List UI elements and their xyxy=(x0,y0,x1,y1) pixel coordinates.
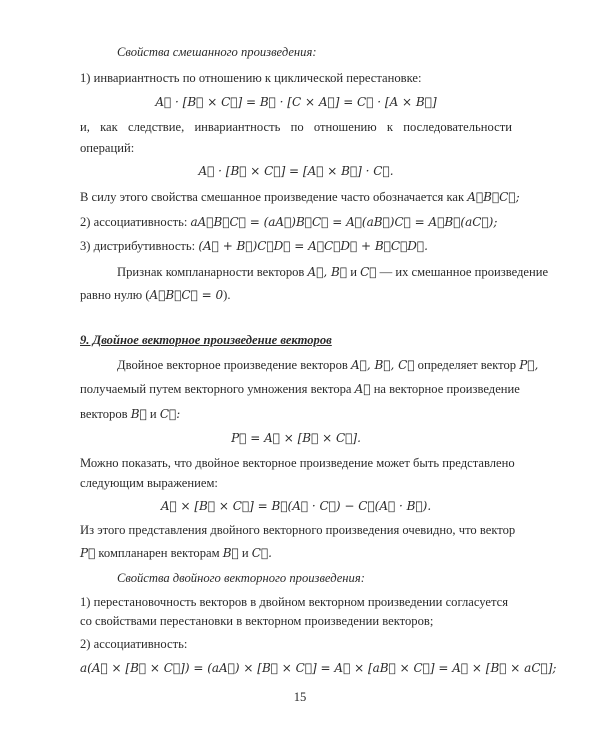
double-prop-1-line-2: со свойствами перестановки в векторном произведении векторов; xyxy=(80,614,434,628)
consequence-line-1: и, как следствие, инвариантность по отношению к последовательности xyxy=(80,120,512,134)
item2-formula: aA⃗B⃗C⃗ = (aA⃗)B⃗C⃗ = A⃗(aB⃗)C⃗ = A⃗B⃗(aC⃗); xyxy=(190,215,498,229)
def-line2-text: получаемый путем векторного умножения вектора xyxy=(80,382,355,396)
def-line3-text: векторов xyxy=(80,407,131,421)
mixed-props-title: Свойства смешанного произведения: xyxy=(117,45,317,59)
definition-line-3 xyxy=(80,406,512,422)
mixed-item-1: 1) инвариантность по отношению к циклической перестановке: xyxy=(80,71,422,85)
def-line1-text: Двойное векторное произведение векторов xyxy=(117,358,351,372)
double-prop-2: 2) ассоциативность: xyxy=(80,637,188,651)
item2-label: 2) ассоциативность: xyxy=(80,215,191,229)
def-line1-text-2: определяет вектор xyxy=(414,358,520,372)
coplanar-vector-c: C⃗ xyxy=(360,265,377,279)
obvious-vector-c: C⃗. xyxy=(251,546,272,560)
obvious-line-1: Из этого представления двойного векторного произведения очевидно, что вектор xyxy=(80,523,516,537)
coplanar-line-1 xyxy=(117,264,549,280)
coplanar-and: и xyxy=(347,265,361,279)
mixed-item-3 xyxy=(80,238,512,254)
obvious-line-2 xyxy=(80,545,512,561)
coplanar-line2-text: равно нулю ( xyxy=(80,288,150,302)
notation-text: В силу этого свойства смешанное произведение часто обозначается как xyxy=(80,190,468,204)
definition-line-2 xyxy=(80,381,520,397)
def-line2-text-2: на векторное произведение xyxy=(370,382,520,396)
mixed-item-2 xyxy=(80,214,512,230)
formula-bac-cab: A⃗ × [B⃗ × C⃗] = B⃗(A⃗ · C⃗) − C⃗(A⃗ · B⃗). xyxy=(160,499,432,513)
def-line3-and: и xyxy=(146,407,160,421)
notation-line xyxy=(80,189,520,205)
coplanar-text-2: — их смешанное произведение xyxy=(376,265,549,279)
definition-line-1 xyxy=(117,357,539,373)
representation-line-2: следующим выражением: xyxy=(80,476,218,490)
representation-line-1: Можно показать, что двойное векторное произведение может быть представлено xyxy=(80,456,515,470)
def-line3-vector-b: B⃗ xyxy=(130,407,147,421)
obvious-vector-p: P⃗ xyxy=(80,546,96,560)
double-prop-1-line-1: 1) перестановочность векторов в двойном векторном произведении согласуется xyxy=(80,595,509,609)
item3-formula: (A⃗ + B⃗)C⃗D⃗ = A⃗C⃗D⃗ + B⃗C⃗D⃗. xyxy=(198,239,428,253)
page-number: 15 xyxy=(293,690,307,704)
formula-cyclic-permutation: A⃗ · [B⃗ × C⃗] = B⃗ · [C × A⃗] = C⃗ · [A × B⃗] xyxy=(155,95,437,109)
double-props-title: Свойства двойного векторного произведения: xyxy=(117,571,365,585)
notation-expr: A⃗B⃗C⃗; xyxy=(467,190,520,204)
def-line1-vectors: A⃗, B⃗, C⃗ xyxy=(351,358,415,372)
obvious-text: компланарен векторам xyxy=(95,546,223,560)
item3-label: 3) дистрибутивность: xyxy=(80,239,199,253)
coplanar-line-2 xyxy=(80,287,512,303)
coplanar-vectors: A⃗, B⃗ xyxy=(307,265,348,279)
consequence-line-2: операций: xyxy=(80,141,135,155)
obvious-and: и xyxy=(238,546,252,560)
formula-associativity: a(A⃗ × [B⃗ × C⃗]) = (aA⃗) × [B⃗ × C⃗] = A⃗ × [aB⃗ × C⃗] = A⃗ × [B⃗ × aC⃗]; xyxy=(80,661,557,675)
obvious-vector-b: B⃗ xyxy=(222,546,239,560)
coplanar-text-1: Признак компланарности векторов xyxy=(117,265,308,279)
section-heading: 9. Двойное векторное произведение векторов xyxy=(80,333,332,347)
formula-double-product: P⃗ = A⃗ × [B⃗ × C⃗]. xyxy=(231,431,361,445)
coplanar-line2-formula: A⃗B⃗C⃗ = 0 xyxy=(149,288,224,302)
coplanar-line2-end: ). xyxy=(223,288,231,302)
def-line2-vector-a: A⃗ xyxy=(354,382,371,396)
def-line3-vector-c: C⃗: xyxy=(159,407,181,421)
formula-sequence-invariance: A⃗ · [B⃗ × C⃗] = [A⃗ × B⃗] · C⃗. xyxy=(198,164,394,178)
def-line1-vector-p: P⃗, xyxy=(519,358,539,372)
